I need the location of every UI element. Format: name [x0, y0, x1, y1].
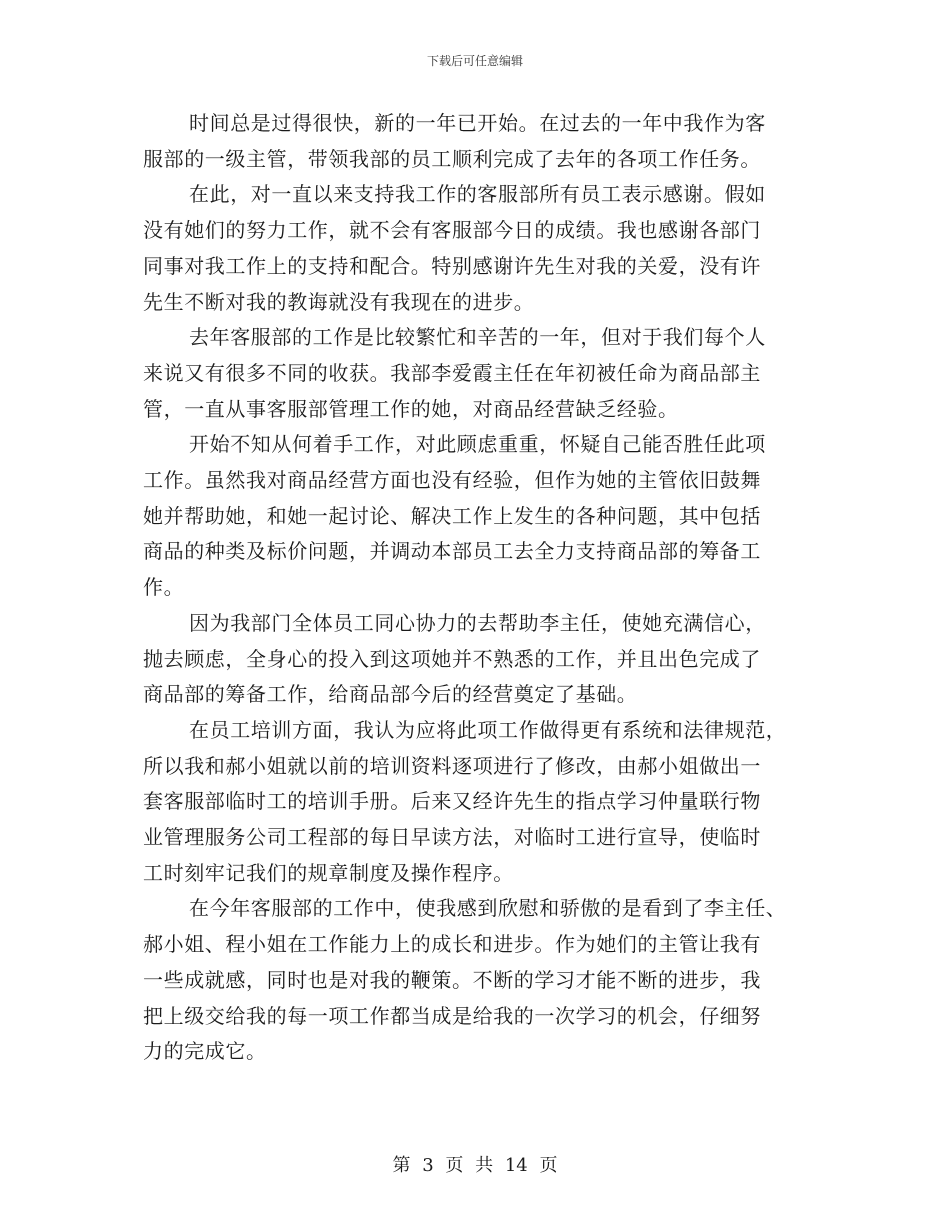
- paragraph: [143, 177, 813, 320]
- paragraph-line: 同事对我工作上的支持和配合。特别感谢许先生对我的关爱，没有许: [143, 253, 761, 278]
- page-footer-page-number: 第 3 页 共 14 页: [392, 1155, 558, 1176]
- paragraph-line: 力的完成它。: [143, 1039, 267, 1064]
- paragraph-line: 来说又有很多不同的收获。我部李爱霞主任在年初被任命为商品部主: [143, 360, 761, 385]
- paragraph-line: 在今年客服部的工作中，使我感到欣慰和骄傲的是看到了李主任、: [189, 896, 787, 921]
- paragraph-line: 郝小姐、程小姐在工作能力上的成长和进步。作为她们的主管让我有: [143, 932, 761, 957]
- paragraph: [143, 891, 813, 1070]
- paragraph-line: 先生不断对我的教诲就没有我现在的进步。: [143, 289, 535, 314]
- paragraph-line: 套客服部临时工的培训手册。后来又经许先生的指点学习仲量联行物: [143, 789, 761, 814]
- paragraph-line: 时间总是过得很快，新的一年已开始。在过去的一年中我作为客: [189, 111, 766, 135]
- paragraph-line: 所以我和郝小姐就以前的培训资料逐项进行了修改，由郝小姐做出一: [143, 753, 761, 778]
- paragraph: [143, 320, 813, 427]
- paragraph-line: 把上级交给我的每一项工作都当成是给我的一次学习的机会，仔细努: [143, 1003, 761, 1028]
- document-body: [143, 106, 813, 1070]
- paragraph-line: 管，一直从事客服部管理工作的她，对商品经营缺乏经验。: [143, 396, 679, 421]
- paragraph-line: 没有她们的努力工作，就不会有客服部今日的成绩。我也感谢各部门: [143, 218, 761, 243]
- paragraph-line: 在员工培训方面，我认为应将此项工作做得更有系统和法律规范，: [189, 717, 787, 742]
- paragraph: [143, 427, 813, 606]
- paragraph-line: 作。: [143, 575, 185, 600]
- paragraph-line: 商品的种类及标价问题，并调动本部员工去全力支持商品部的筹备工: [143, 539, 761, 564]
- page-header: 下载后可任意编辑: [426, 54, 523, 68]
- paragraph: [143, 713, 813, 892]
- paragraph-line: 业管理服务公司工程部的每日早读方法，对临时工进行宣导，使临时: [143, 825, 761, 850]
- paragraph-line: 在此，对一直以来支持我工作的客服部所有员工表示感谢。假如: [189, 182, 766, 207]
- paragraph-line: 服部的一级主管，带领我部的员工顺利完成了去年的各项工作任务。: [143, 146, 761, 171]
- paragraph-line: 商品部的筹备工作，给商品部今后的经营奠定了基础。: [143, 682, 638, 707]
- paragraph-line: 工作。虽然我对商品经营方面也没有经验，但作为她的主管依旧鼓舞: [143, 468, 761, 493]
- paragraph-line: 她并帮助她，和她一起讨论、解决工作上发生的各种问题，其中包括: [143, 503, 761, 528]
- paragraph: [143, 606, 813, 713]
- paragraph: [143, 106, 813, 177]
- paragraph-line: 开始不知从何着手工作，对此顾虑重重，怀疑自己能否胜任此项: [189, 432, 766, 457]
- paragraph-line: 一些成就感，同时也是对我的鞭策。不断的学习才能不断的进步，我: [143, 967, 761, 992]
- paragraph-line: 工时刻牢记我们的规章制度及操作程序。: [143, 860, 514, 885]
- paragraph-line: 去年客服部的工作是比较繁忙和辛苦的一年，但对于我们每个人: [189, 325, 766, 350]
- paragraph-line: 抛去顾虑，全身心的投入到这项她并不熟悉的工作，并且出色完成了: [143, 646, 761, 671]
- paragraph-line: 因为我部门全体员工同心协力的去帮助李主任，使她充满信心，: [189, 610, 766, 635]
